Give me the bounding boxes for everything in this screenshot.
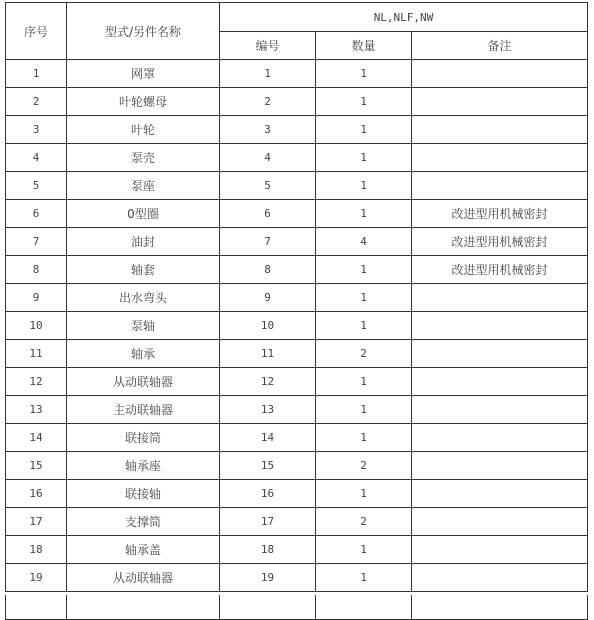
cell-code: 9 <box>220 284 316 312</box>
cell-code: 4 <box>220 144 316 172</box>
table-row <box>6 256 588 284</box>
table-row <box>6 312 588 340</box>
cell-code: 2 <box>220 88 316 116</box>
cell-quantity: 1 <box>316 116 412 144</box>
cell-quantity: 2 <box>316 452 412 480</box>
cell-code: 6 <box>220 200 316 228</box>
header-seq: 序号 <box>6 3 67 60</box>
cell-remark: 改进型用机械密封 <box>412 256 588 284</box>
table-row <box>6 480 588 508</box>
cell-seq: 1 <box>6 60 67 88</box>
table-row <box>6 592 588 620</box>
cell-remark <box>412 452 588 480</box>
cell-seq: 17 <box>6 508 67 536</box>
cell-part-name: 叶轮螺母 <box>67 88 220 116</box>
cell-quantity: 1 <box>316 564 412 592</box>
table-row <box>6 88 588 116</box>
cell-remark: 改进型用机械密封 <box>412 228 588 256</box>
table-row <box>6 116 588 144</box>
cell-quantity <box>316 592 412 620</box>
cell-quantity: 1 <box>316 424 412 452</box>
cell-quantity: 1 <box>316 88 412 116</box>
cell-part-name: 支撑筒 <box>67 508 220 536</box>
cell-code: 10 <box>220 312 316 340</box>
cell-part-name: 从动联轴器 <box>67 368 220 396</box>
cell-part-name <box>67 592 220 620</box>
cell-part-name: 轴承座 <box>67 452 220 480</box>
cell-seq: 18 <box>6 536 67 564</box>
cell-code: 3 <box>220 116 316 144</box>
cell-part-name: 从动联轴器 <box>67 564 220 592</box>
cell-quantity: 1 <box>316 60 412 88</box>
cell-code: 5 <box>220 172 316 200</box>
table-row <box>6 536 588 564</box>
cell-seq: 6 <box>6 200 67 228</box>
cell-quantity: 1 <box>316 536 412 564</box>
table-row <box>6 144 588 172</box>
cell-seq: 5 <box>6 172 67 200</box>
cell-code: 19 <box>220 564 316 592</box>
header-name: 型式/另件名称 <box>67 3 220 60</box>
table-row <box>6 228 588 256</box>
cell-seq: 11 <box>6 340 67 368</box>
table-row <box>6 564 588 592</box>
cell-remark <box>412 396 588 424</box>
table-row <box>6 424 588 452</box>
cell-seq: 12 <box>6 368 67 396</box>
cell-remark: 改进型用机械密封 <box>412 200 588 228</box>
table-row <box>6 452 588 480</box>
cell-quantity: 1 <box>316 368 412 396</box>
cell-part-name: 轴承 <box>67 340 220 368</box>
header-remark: 备注 <box>412 32 588 60</box>
cell-part-name: 泵座 <box>67 172 220 200</box>
cell-seq: 8 <box>6 256 67 284</box>
cell-remark <box>412 536 588 564</box>
cell-remark <box>412 60 588 88</box>
cell-seq: 15 <box>6 452 67 480</box>
table-row <box>6 200 588 228</box>
cell-part-name: 主动联轴器 <box>67 396 220 424</box>
cell-code: 17 <box>220 508 316 536</box>
cell-quantity: 1 <box>316 396 412 424</box>
header-group-models: NL,NLF,NW <box>220 3 588 32</box>
cell-seq: 19 <box>6 564 67 592</box>
cell-quantity: 1 <box>316 312 412 340</box>
cell-code: 16 <box>220 480 316 508</box>
header-code: 编号 <box>220 32 316 60</box>
cell-remark <box>412 284 588 312</box>
cell-part-name: 网罩 <box>67 60 220 88</box>
cell-part-name: 油封 <box>67 228 220 256</box>
cell-quantity: 1 <box>316 480 412 508</box>
cell-code: 7 <box>220 228 316 256</box>
cell-remark <box>412 592 588 620</box>
cell-code: 13 <box>220 396 316 424</box>
cell-code: 8 <box>220 256 316 284</box>
cell-quantity: 1 <box>316 144 412 172</box>
cell-remark <box>412 312 588 340</box>
cell-seq: 3 <box>6 116 67 144</box>
table-row <box>6 396 588 424</box>
parts-table <box>5 2 588 620</box>
cell-part-name: 泵壳 <box>67 144 220 172</box>
table-row <box>6 172 588 200</box>
table-row <box>6 340 588 368</box>
cell-quantity: 1 <box>316 172 412 200</box>
cell-remark <box>412 144 588 172</box>
cell-code: 15 <box>220 452 316 480</box>
cell-quantity: 1 <box>316 200 412 228</box>
cell-part-name: 联接筒 <box>67 424 220 452</box>
cell-seq: 10 <box>6 312 67 340</box>
cell-quantity: 1 <box>316 284 412 312</box>
cell-remark <box>412 508 588 536</box>
cell-code <box>220 592 316 620</box>
cell-part-name: 轴承盖 <box>67 536 220 564</box>
cell-remark <box>412 88 588 116</box>
cell-code: 11 <box>220 340 316 368</box>
cell-remark <box>412 340 588 368</box>
cell-remark <box>412 368 588 396</box>
cell-part-name: 0型圈 <box>67 200 220 228</box>
cell-code: 18 <box>220 536 316 564</box>
cell-remark <box>412 424 588 452</box>
cell-seq: 7 <box>6 228 67 256</box>
cell-seq: 9 <box>6 284 67 312</box>
table-row <box>6 284 588 312</box>
cell-remark <box>412 172 588 200</box>
cell-seq: 14 <box>6 424 67 452</box>
cell-code: 12 <box>220 368 316 396</box>
cell-quantity: 2 <box>316 340 412 368</box>
table-row <box>6 60 588 88</box>
cell-seq: 13 <box>6 396 67 424</box>
cell-part-name: 联接轴 <box>67 480 220 508</box>
cell-quantity: 1 <box>316 256 412 284</box>
cell-remark <box>412 564 588 592</box>
cell-quantity: 2 <box>316 508 412 536</box>
header-qty: 数量 <box>316 32 412 60</box>
cell-part-name: 轴套 <box>67 256 220 284</box>
cell-part-name: 泵轴 <box>67 312 220 340</box>
cell-quantity: 4 <box>316 228 412 256</box>
table-row <box>6 508 588 536</box>
cell-seq: 2 <box>6 88 67 116</box>
cell-seq <box>6 592 67 620</box>
cell-code: 14 <box>220 424 316 452</box>
cell-remark <box>412 116 588 144</box>
cell-part-name: 出水弯头 <box>67 284 220 312</box>
cell-remark <box>412 480 588 508</box>
cell-code: 1 <box>220 60 316 88</box>
cell-seq: 16 <box>6 480 67 508</box>
cell-part-name: 叶轮 <box>67 116 220 144</box>
table-row <box>6 368 588 396</box>
cell-seq: 4 <box>6 144 67 172</box>
